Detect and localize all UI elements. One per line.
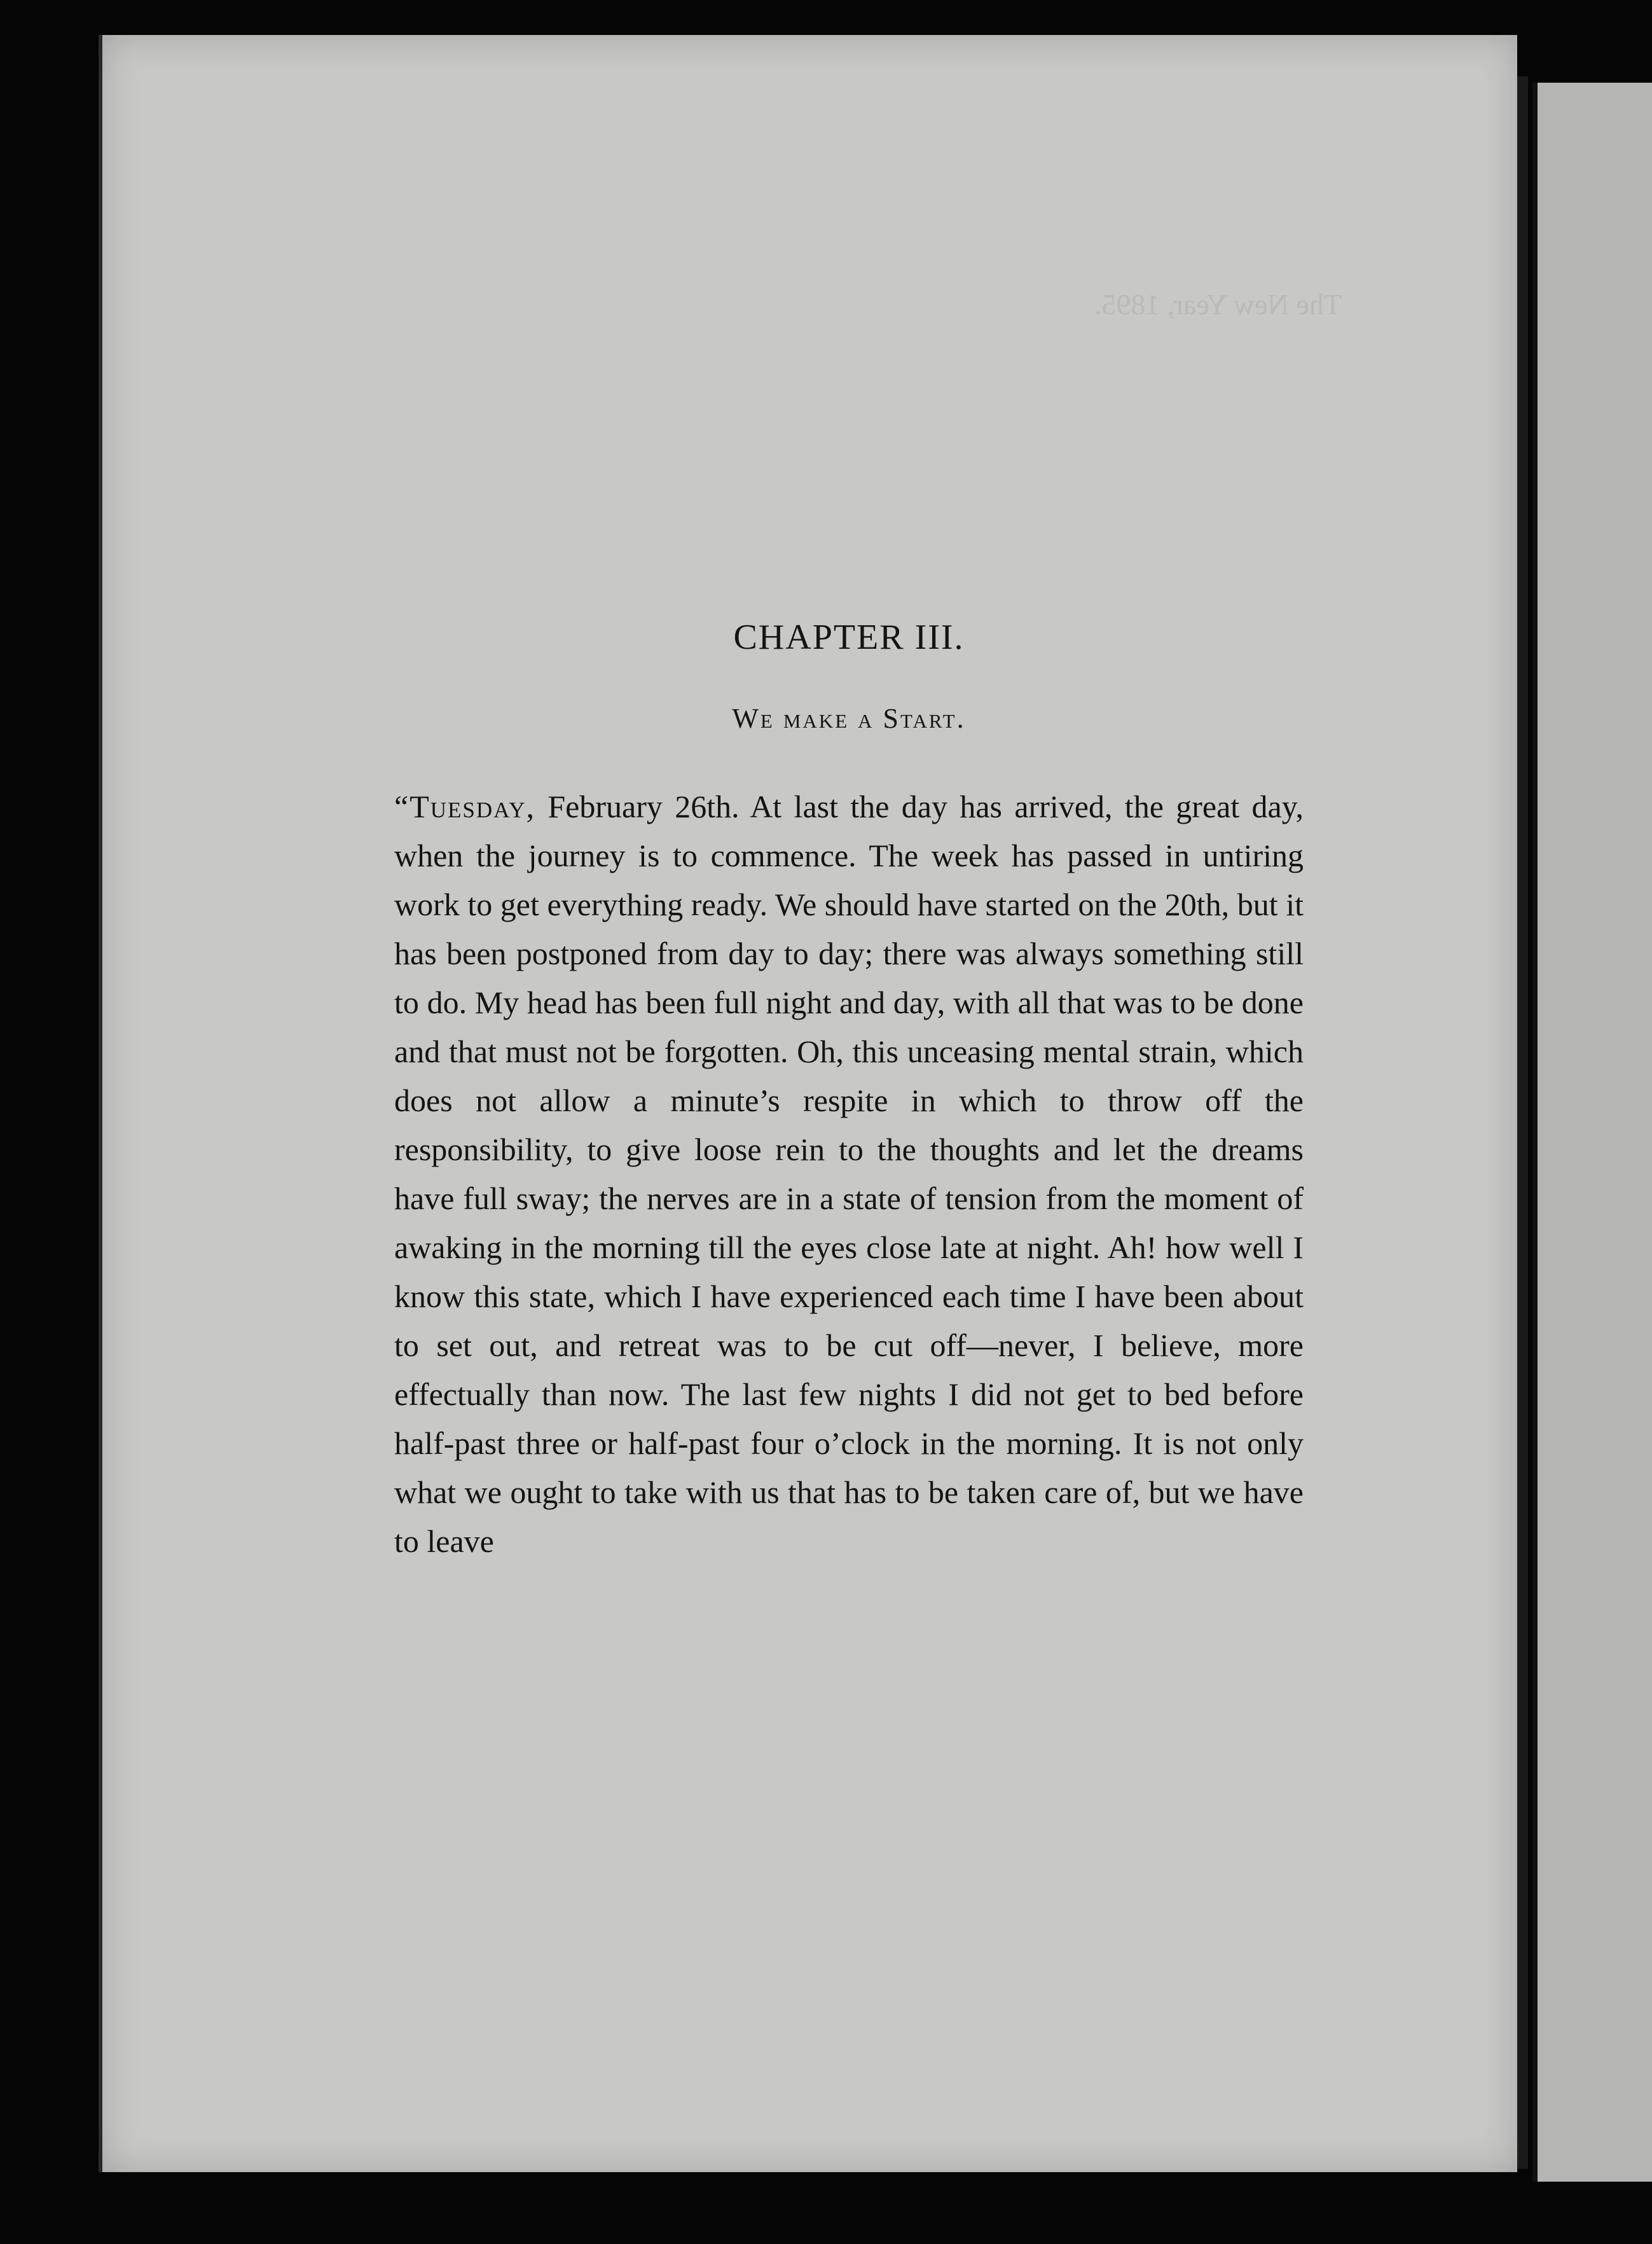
paragraph-text: February 26th. At last the day has arrived, the great day, when the journey is to commence. The week has passed in untiring work to get everything ready. We should have started on the 20th, but it has been postponed from day to day; there was always something still to do. My head has been full night and day, with all that was to be done and that must not be forgotten. Oh, this unceasing mental strain, which does not allow a minute’s respite in which to throw off the responsibility, to give loose rein to the thoughts and let the dreams have full sway; the nerves are in a state of tension from the moment of awaking in the morning till the eyes close late at night. Ah! how well I know this state, which I have experienced each time I have been about to set out, and retreat was to be cut off—never, I believe, more effectually than now. The last few nights I did not get to bed before half-past three or half-past four o’clock in the morning. It is not only what we ought to take with us that has to be taken care of, but we have to leave <box>394 789 1304 1559</box>
chapter-heading: CHAPTER III. <box>733 618 965 657</box>
facing-page-edge <box>1532 83 1652 2182</box>
bleed-through-text: The New Year, 1895. <box>1094 288 1342 321</box>
page-content <box>394 617 1304 1566</box>
chapter-subheading: We make a Start. <box>732 703 966 734</box>
body-paragraph <box>394 782 1304 1566</box>
paragraph-lead-word: “Tuesday, <box>394 789 535 824</box>
